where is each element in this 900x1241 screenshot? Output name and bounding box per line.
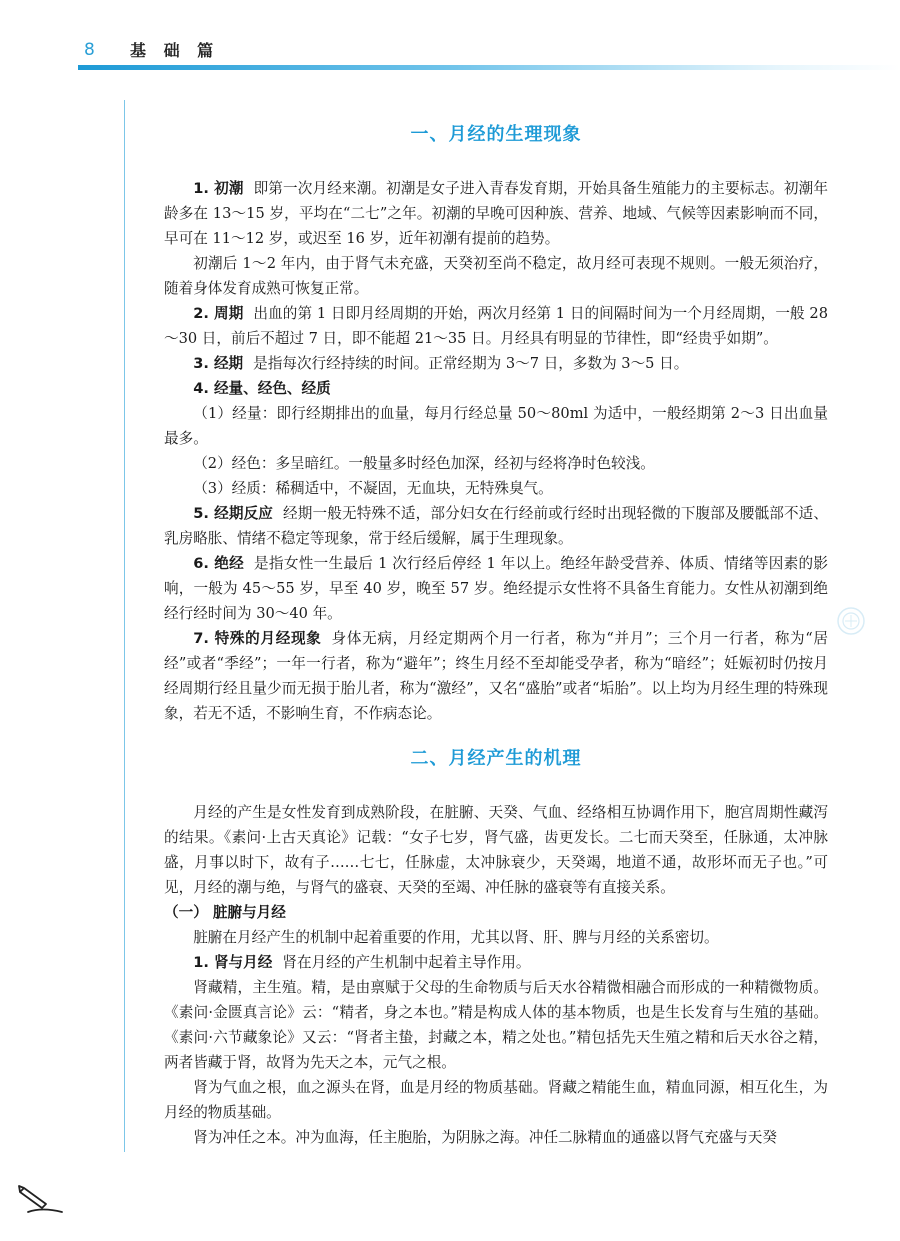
item-text: 肾在月经的产生机制中起着主导作用。 xyxy=(282,954,531,971)
paragraph: 肾藏精，主生殖。精，是由禀赋于父母的生命物质与后天水谷精微相融合而形成的一种精微物质。《素问·金匮真言论》云：“精者，身之本也。”精是构成人体的基本物质，也是生长发育与生殖的基础。《素问·六节藏象论》又云：“肾者主蛰，封藏之本，精之处也。”精包括先天生殖之精和后天水谷之精，两者皆藏于肾，故肾为先天之本，元气之根。 xyxy=(164,979,828,1071)
item-label: 5. 经期反应 xyxy=(193,505,274,522)
paragraph: 月经的产生是女性发育到成熟阶段，在脏腑、天癸、气血、经络相互协调作用下，胞宫周期性藏泻的结果。《素问·上古天真论》记载：“女子七岁，肾气盛，齿更发长。二七而天癸至，任脉通，太冲脉盛，月事以时下，故有子……七七，任脉虚，太冲脉衰少，天癸竭，地道不通，故形坏而无子也。”可见，月经的潮与绝，与肾气的盛衰、天癸的至竭、冲任脉的盛衰等有直接关系。 xyxy=(164,804,828,896)
item-label: 2. 周期 xyxy=(193,305,244,322)
paragraph-color: （2）经色：多呈暗红。一般量多时经色加深，经初与经将净时色较浅。 xyxy=(193,455,655,472)
header-gradient-rule xyxy=(78,65,900,70)
paragraph-volume: （1）经量：即行经期排出的血量，每月行经总量 50～80ml 为适中，一般经期第 2～3 日出血量最多。 xyxy=(164,405,828,447)
paragraph-menopause xyxy=(164,551,828,626)
paragraph-period xyxy=(164,351,828,376)
paragraph-cycle xyxy=(164,301,828,351)
paragraph: 脏腑在月经产生的机制中起着重要的作用，尤其以肾、肝、脾与月经的关系密切。 xyxy=(193,929,719,946)
paragraph: 初潮后 1～2 年内，由于肾气未充盛，天癸初至尚不稳定，故月经可表现不规则。一般无须治疗，随着身体发育成熟可恢复正常。 xyxy=(164,255,828,297)
item-text: 出血的第 1 日即月经周期的开始，两次月经第 1 日的间隔时间为一个月经周期，一般 28～30 日，前后不超过 7 日，即不能超 21～35 日。月经具有明显的节律性，即“经贵乎如期”。 xyxy=(164,305,829,347)
item-label: 6. 绝经 xyxy=(193,555,245,572)
item-label: 7. 特殊的月经现象 xyxy=(193,630,322,647)
subsection-heading: （一） 脏腑与月经 xyxy=(164,904,286,921)
section-heading-2: 二、月经产生的机理 xyxy=(410,748,582,769)
paragraph-reaction xyxy=(164,501,828,551)
pen-icon xyxy=(18,1182,64,1220)
item-label: 1. 肾与月经 xyxy=(193,954,273,971)
paragraph-kidney xyxy=(164,950,828,975)
badge-icon xyxy=(836,606,866,640)
margin-rule xyxy=(124,100,125,1152)
item-text: 身体无病，月经定期两个月一行者，称为“并月”；三个月一行者，称为“居经”或者“季经”；一年一行者，称为“避年”；终生月经不至却能受孕者，称为“暗经”；妊娠初时仍按月经周期行经且量少而无损于胎儿者，称为“激经”，又名“盛胎”或者“垢胎”。以上均为月经生理的特殊现象，若无不适，不影响生育，不作病态论。 xyxy=(164,630,829,722)
running-title: 基 础 篇 xyxy=(130,41,220,60)
paragraph: 肾为气血之根，血之源头在肾，血是月经的物质基础。肾藏之精能生血，精血同源，相互化生，为月经的物质基础。 xyxy=(164,1079,828,1121)
item-label: 3. 经期 xyxy=(193,355,244,372)
main-content xyxy=(164,108,828,1150)
item-text: 经期一般无特殊不适，部分妇女在行经前或行经时出现轻微的下腹部及腰骶部不适、乳房略胀、情绪不稳定等现象，常于经后缓解，属于生理现象。 xyxy=(164,505,828,547)
paragraph-quality: （3）经质：稀稠适中，不凝固，无血块，无特殊臭气。 xyxy=(193,480,553,497)
page-number: 8 xyxy=(84,40,95,60)
item-text: 是指每次行经持续的时间。正常经期为 3～7 日，多数为 3～5 日。 xyxy=(253,355,689,372)
paragraph-special xyxy=(164,626,828,726)
item-label: 1. 初潮 xyxy=(193,180,244,197)
section-heading-1: 一、月经的生理现象 xyxy=(410,124,582,145)
page-header xyxy=(0,0,900,70)
paragraph-menarche xyxy=(164,176,828,251)
item-text: 是指女性一生最后 1 次行经后停经 1 年以上。绝经年龄受营养、体质、情绪等因素的影响，一般为 45～55 岁，早至 40 岁，晚至 57 岁。绝经提示女性将不具备生育能力。女性从初潮到绝经行经时间为 30～40 年。 xyxy=(164,555,828,622)
item-text: 即第一次月经来潮。初潮是女子进入青春发育期，开始具备生殖能力的主要标志。初潮年龄多在 13～15 岁，平均在“二七”之年。初潮的早晚可因种族、营养、地域、气候等因素影响而不同，早可在 11～12 岁，或迟至 16 岁，近年初潮有提前的趋势。 xyxy=(164,180,828,247)
paragraph: 肾为冲任之本。冲为血海，任主胞胎，为阴脉之海。冲任二脉精血的通盛以肾气充盛与天癸 xyxy=(193,1129,777,1146)
paragraph-volume-heading: 4. 经量、经色、经质 xyxy=(193,380,331,397)
